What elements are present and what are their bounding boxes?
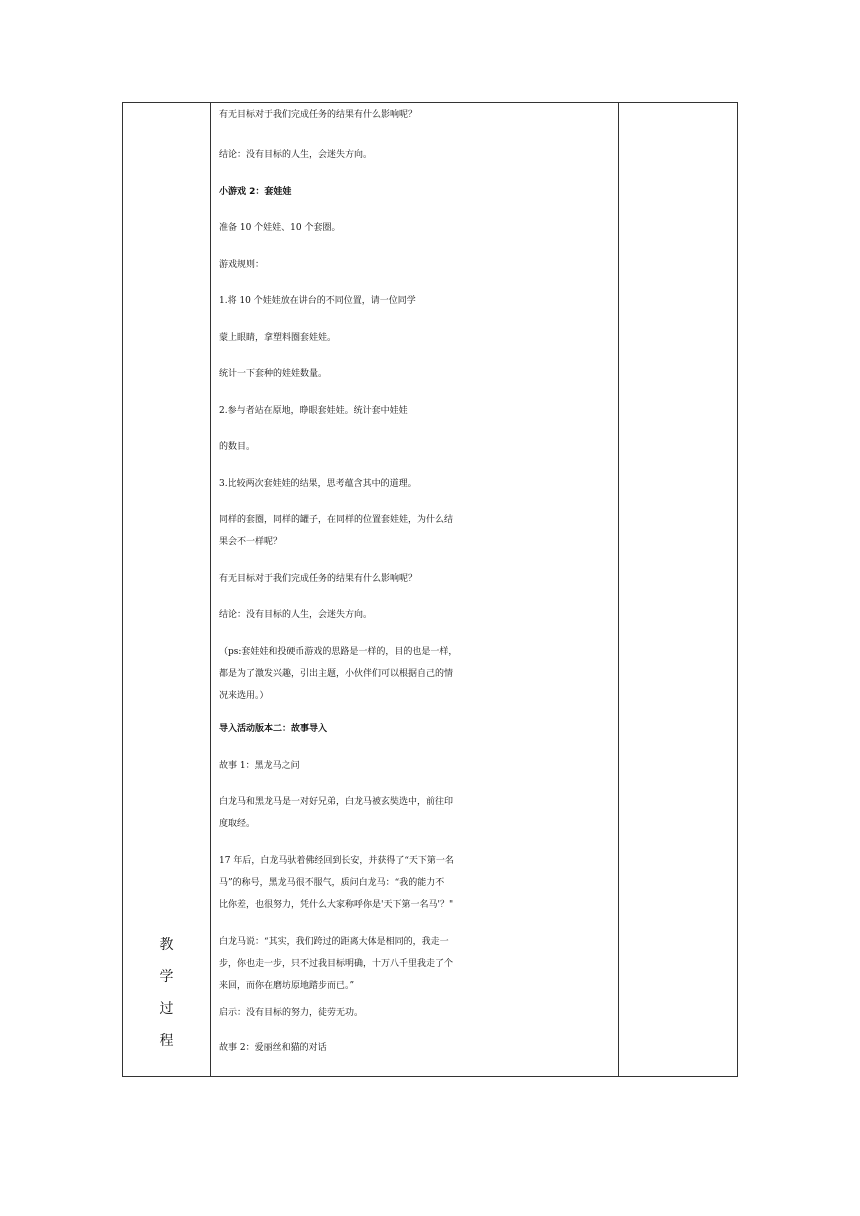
paragraph: 果会不一样呢？ (219, 537, 283, 547)
section-heading: 导入活动版本二：故事导入 (219, 724, 328, 734)
section-heading: 小游戏 2：套娃娃 (219, 187, 292, 197)
column-divider (210, 103, 211, 1076)
paragraph: 故事 1：黑龙马之问 (219, 761, 300, 771)
paragraph: 统计一下套种的娃娃数量。 (219, 369, 328, 379)
paragraph: 有无目标对于我们完成任务的结果有什么影响呢？ (219, 110, 418, 120)
side-label-char: 过 (159, 1001, 174, 1017)
paragraph: 白龙马和黑龙马是一对好兄弟，白龙马被玄奘选中，前往印 (219, 797, 454, 807)
paragraph: 有无目标对于我们完成任务的结果有什么影响呢？ (219, 574, 418, 584)
paragraph: 步，你也走一步，只不过我目标明确，十万八千里我走了个 (219, 959, 454, 969)
paragraph: 都是为了激发兴趣，引出主题，小伙伴们可以根据自己的情 (219, 669, 454, 679)
column-divider (618, 103, 619, 1076)
lesson-table (122, 102, 738, 1077)
paragraph: 马”的称号，黑龙马很不服气，质问白龙马：“我的能力不 (219, 878, 445, 888)
paragraph: 况来选用。） (219, 691, 269, 701)
paragraph: 3.比较两次套娃娃的结果，思考蕴含其中的道理。 (219, 479, 417, 489)
side-label-char: 教 (159, 937, 174, 953)
paragraph: 蒙上眼睛，拿塑料圈套娃娃。 (219, 333, 337, 343)
side-label-char: 学 (159, 969, 174, 985)
side-label-char: 程 (159, 1033, 174, 1049)
paragraph: 结论：没有目标的人生，会迷失方向。 (219, 610, 373, 620)
paragraph: 结论：没有目标的人生，会迷失方向。 (219, 150, 373, 160)
paragraph: 同样的套圈，同样的罐子，在同样的位置套娃娃，为什么结 (219, 515, 454, 525)
paragraph: 准备 10 个娃娃、10 个套圈。 (219, 223, 341, 233)
paragraph: 来回，而你在磨坊原地踏步而已。” (219, 981, 355, 991)
paragraph: 比你差，也很努力，凭什么大家称呼你是'天下第一名马'？" (219, 900, 454, 910)
paragraph: 的数目。 (219, 442, 256, 452)
side-label-cell (123, 929, 210, 1057)
paragraph: （ps:套娃娃和投硬币游戏的思路是一样的，目的也是一样， (219, 647, 458, 657)
paragraph: 启示：没有目标的努力，徒劳无功。 (219, 1008, 364, 1018)
paragraph: 1.将 10 个娃娃放在讲台的不同位置，请一位同学 (219, 296, 416, 306)
paragraph: 故事 2：爱丽丝和猫的对话 (219, 1043, 327, 1053)
paragraph: 2.参与者站在原地，睁眼套娃娃。统计套中娃娃 (219, 406, 408, 416)
paragraph: 白龙马说：“其实，我们跨过的距离大体是相同的，我走一 (219, 937, 449, 947)
paragraph: 度取经。 (219, 819, 256, 829)
paragraph: 17 年后，白龙马驮着佛经回到长安，并获得了“天下第一名 (219, 856, 454, 866)
paragraph: 游戏规则： (219, 260, 265, 270)
